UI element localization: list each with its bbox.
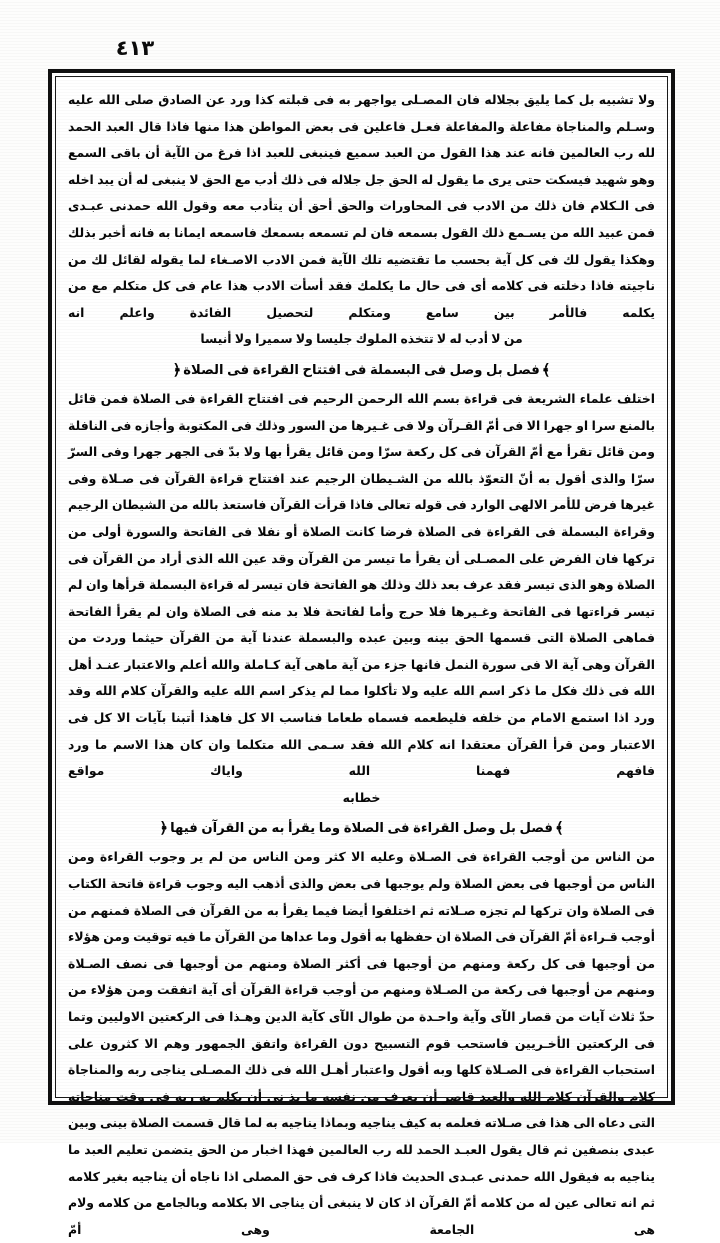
section-heading-2 (68, 813, 655, 844)
paragraph-1-tail-line: من لا أدب له لا تتخذه الملوك جليسا ولا سميرا ولا أنيسا (200, 331, 523, 347)
text-column (68, 87, 655, 1237)
page-number: ٤١٣ (115, 36, 155, 60)
section-heading-1 (68, 355, 655, 386)
ornament-open-icon: ﴾ (554, 819, 564, 838)
page-border-inner-rule (55, 76, 668, 1237)
paragraph-1: ولا تشبيه بل كما يليق بجلاله فان المصـلى يواجهر به فى قبلته كذا ورد عن الصادق صلى الله عليه وسـلم والمناجاة مفاعلة والمفاعلة فعـل فاعلين فى بعض المواطن هذا منها فاذا قال العبد الحمد لله رب العالمين فانه عند هذا القول من العبد سميع فينبغى للعبد اذا فرغ من الآية أن باقى السمع وهو شهيد فيسكت حتى يرى ما يقول له الحق جل جلاله فى ذلك أدب مع الحق لا ينبغى له أن يبد اخله فى الـكلام فان ذلك من الادب فى المحاورات والحق أحق أن يتأدب معه وقول الله حمدنى عبـدى فمن عبيد الله من يسـمع ذلك القول بسمعه فان لم تسمعه بسمعك فاسمعه ايمانا به فانه أخبر بذلك وهكذا يقول لك فى كل آية بحسب ما تقتضيه تلك الآية فمن الادب الاصـغاء لما يقوله لقائل لك من ناجيته فاذا دخلته فى كلامه أى فى حال ما يكلمك فقد أسأت الادب هذا عام فى كل متكلم مع من يكلمه فالأمر بين سامع ومتكلم لتحصيل الفائدة واعلم انه (68, 92, 655, 320)
section-heading-2-text: فصل بل وصل القراءة فى الصلاة وما يقرأ به من القرآن فيها (170, 821, 553, 837)
ornament-open-icon: ﴾ (541, 360, 551, 379)
ornament-close-icon: ﴿ (172, 360, 182, 379)
paragraph-3: من الناس من أوجب القراءة فى الصـلاة وعليه الا كثر ومن الناس من لم ير وجوب القراءة ومن الناس من أوجبها فى بعض الصلاة ولم يوجبها فى بعض والذى أذهب اليه وجوب قراءة فاتحة الكتاب فى الصلاة وان تركها لم تجزه صـلاته ثم اختلفوا أيضا فيما يقرأ به من القرآن فى الصلاة فمنهم من أوجب قـراءة أمّ القرآن فى الصلاة ان حفظها به أقول وما عداها من القرآن ما فيه توقيت ومن هؤلاء من أوجبها فى كل ركعة ومنهم من أوجبها فى أكثر الصلاة ومنهم من أوجبها فى نصف الصـلاة ومنهم من أوجبها فى ركعة من الصـلاة ومنهم من أوجب قراءة القرآن أى آية اتفقت ومن هؤلاء من حدّ ثلاث آيات من قصار الآى وآية واحـدة من طوال الآى كآية الدين وهـذا فى الركعتين الاوليين وتما فى الركعتين الأخـريين فاستحب قوم التسبيح دون القراءة واتفق الجمهور وهم الا كثرون على استحباب القراءة فى الصـلاة كلها وبه أقول واعتبار أهـل الله فى ذلك المصـلى يناجى ربه والمناجاة كلام والقرآن كلام الله والعبد قاصر أن يعرف من نفسه ما يذ نى أن يكلم به ربه فى وقت مناجاته التى دعاه الى هذا فى صـلاته فعلمه به كيف يناجيه وبماذا يناجيه به لما قال قسمت الصلاة بينى وبين عبدى بنصفين ثم قال يقول العبـد الحمد لله رب العالمين فهذا اخبار من الحق يتضمن تعليم العبد ما يناجيه به فيقول الله حمدنى عبـدى الحديث فاذا كرف فى حق المصلى اذا ناجاه أن يناجيه بغير كلامه ثم انه تعالى عين له من كلامه أمّ القرآن اذ كان لا ينبغى أن يناجى الا بكلامه وبالجامع من كلامه ولام هى الجامعة وهى أمّ (68, 849, 655, 1237)
ornament-close-icon: ﴿ (159, 819, 169, 838)
page-border-frame (48, 69, 675, 1237)
section-heading-1-text: فصل بل وصل فى البسملة فى افتتاح القراءة فى الصلاة (183, 362, 540, 378)
paragraph-2: اختلف علماء الشريعة فى قراءة بسم الله الرحمن الرحيم فى افتتاح القراءة فى الصلاة فمن قائل بالمنع سرا او جهرا الا فى أمّ القـرآن ولا فى غـيرها من السور وذلك فى المكتوبة وأجازه فى النافلة ومن قائل تقرأ مع أمّ القرآن فى كل ركعة سرّا ومن قائل يقرأ بها ولا بدّ فى الجهر جهرا وفى السرّ سرّا والذى أقول به أنّ التعوّذ بالله من الشـيطان الرجيم عند افتتاح قراءة القرآن فى صـلاة وفى غيرها فرض للأمر الالهى الوارد فى قوله تعالى فاذا قرأت القرآن فاستعذ بالله من الشيطان الرجيم وقراءة البسملة فى القراءة فى الصلاة فرضا كانت الصلاة أو نفلا فى الفاتحة والسورة أولى من تركها فان الفرض على المصـلى أن يقرأ ما تيسر من القرآن وقد عين الله الذى أراد من القرآن فى الصلاة وهو الذى تيسر فقد عرف بعد ذلك وذلك هو الفاتحة فان تيسر له قراءة البسملة قرأها وان لم تيسر قراءتها فى الفاتحة وغـيرها فلا حرج وأما لفاتحة فلا بد منه فى الصلاة وان لم يقرأ الفاتحة فماهى الصلاة التى قسمها الحق بينه وبين عبده والبسملة عندنا آية من القرآن حيثما وردت من القرآن وهى آية الا فى سورة النمل فانها جزء من آية ماهى آية كـاملة والله أعلم والاعتبار عنـد أهل الله فى ذلك فكل ما ذكر اسم الله عليه ولا تأكلوا مما لم يذكر اسم الله عليه والقرآن كلام الله وقد ورد اذا استمع الامام من خلفه فليطعمه فسماه طعاما فناسب الا كل فاهذا أتبنا بآيات الا كل فى الاعتبار ومن قرأ القرآن معتقدا انه كلام الله فقد سـمى الله متكلما وان كان هذا الاسم ما ورد فافهم فهمنا الله واياك مواقع (68, 390, 655, 779)
paragraph-2-tail-line: خطابه (342, 789, 381, 805)
